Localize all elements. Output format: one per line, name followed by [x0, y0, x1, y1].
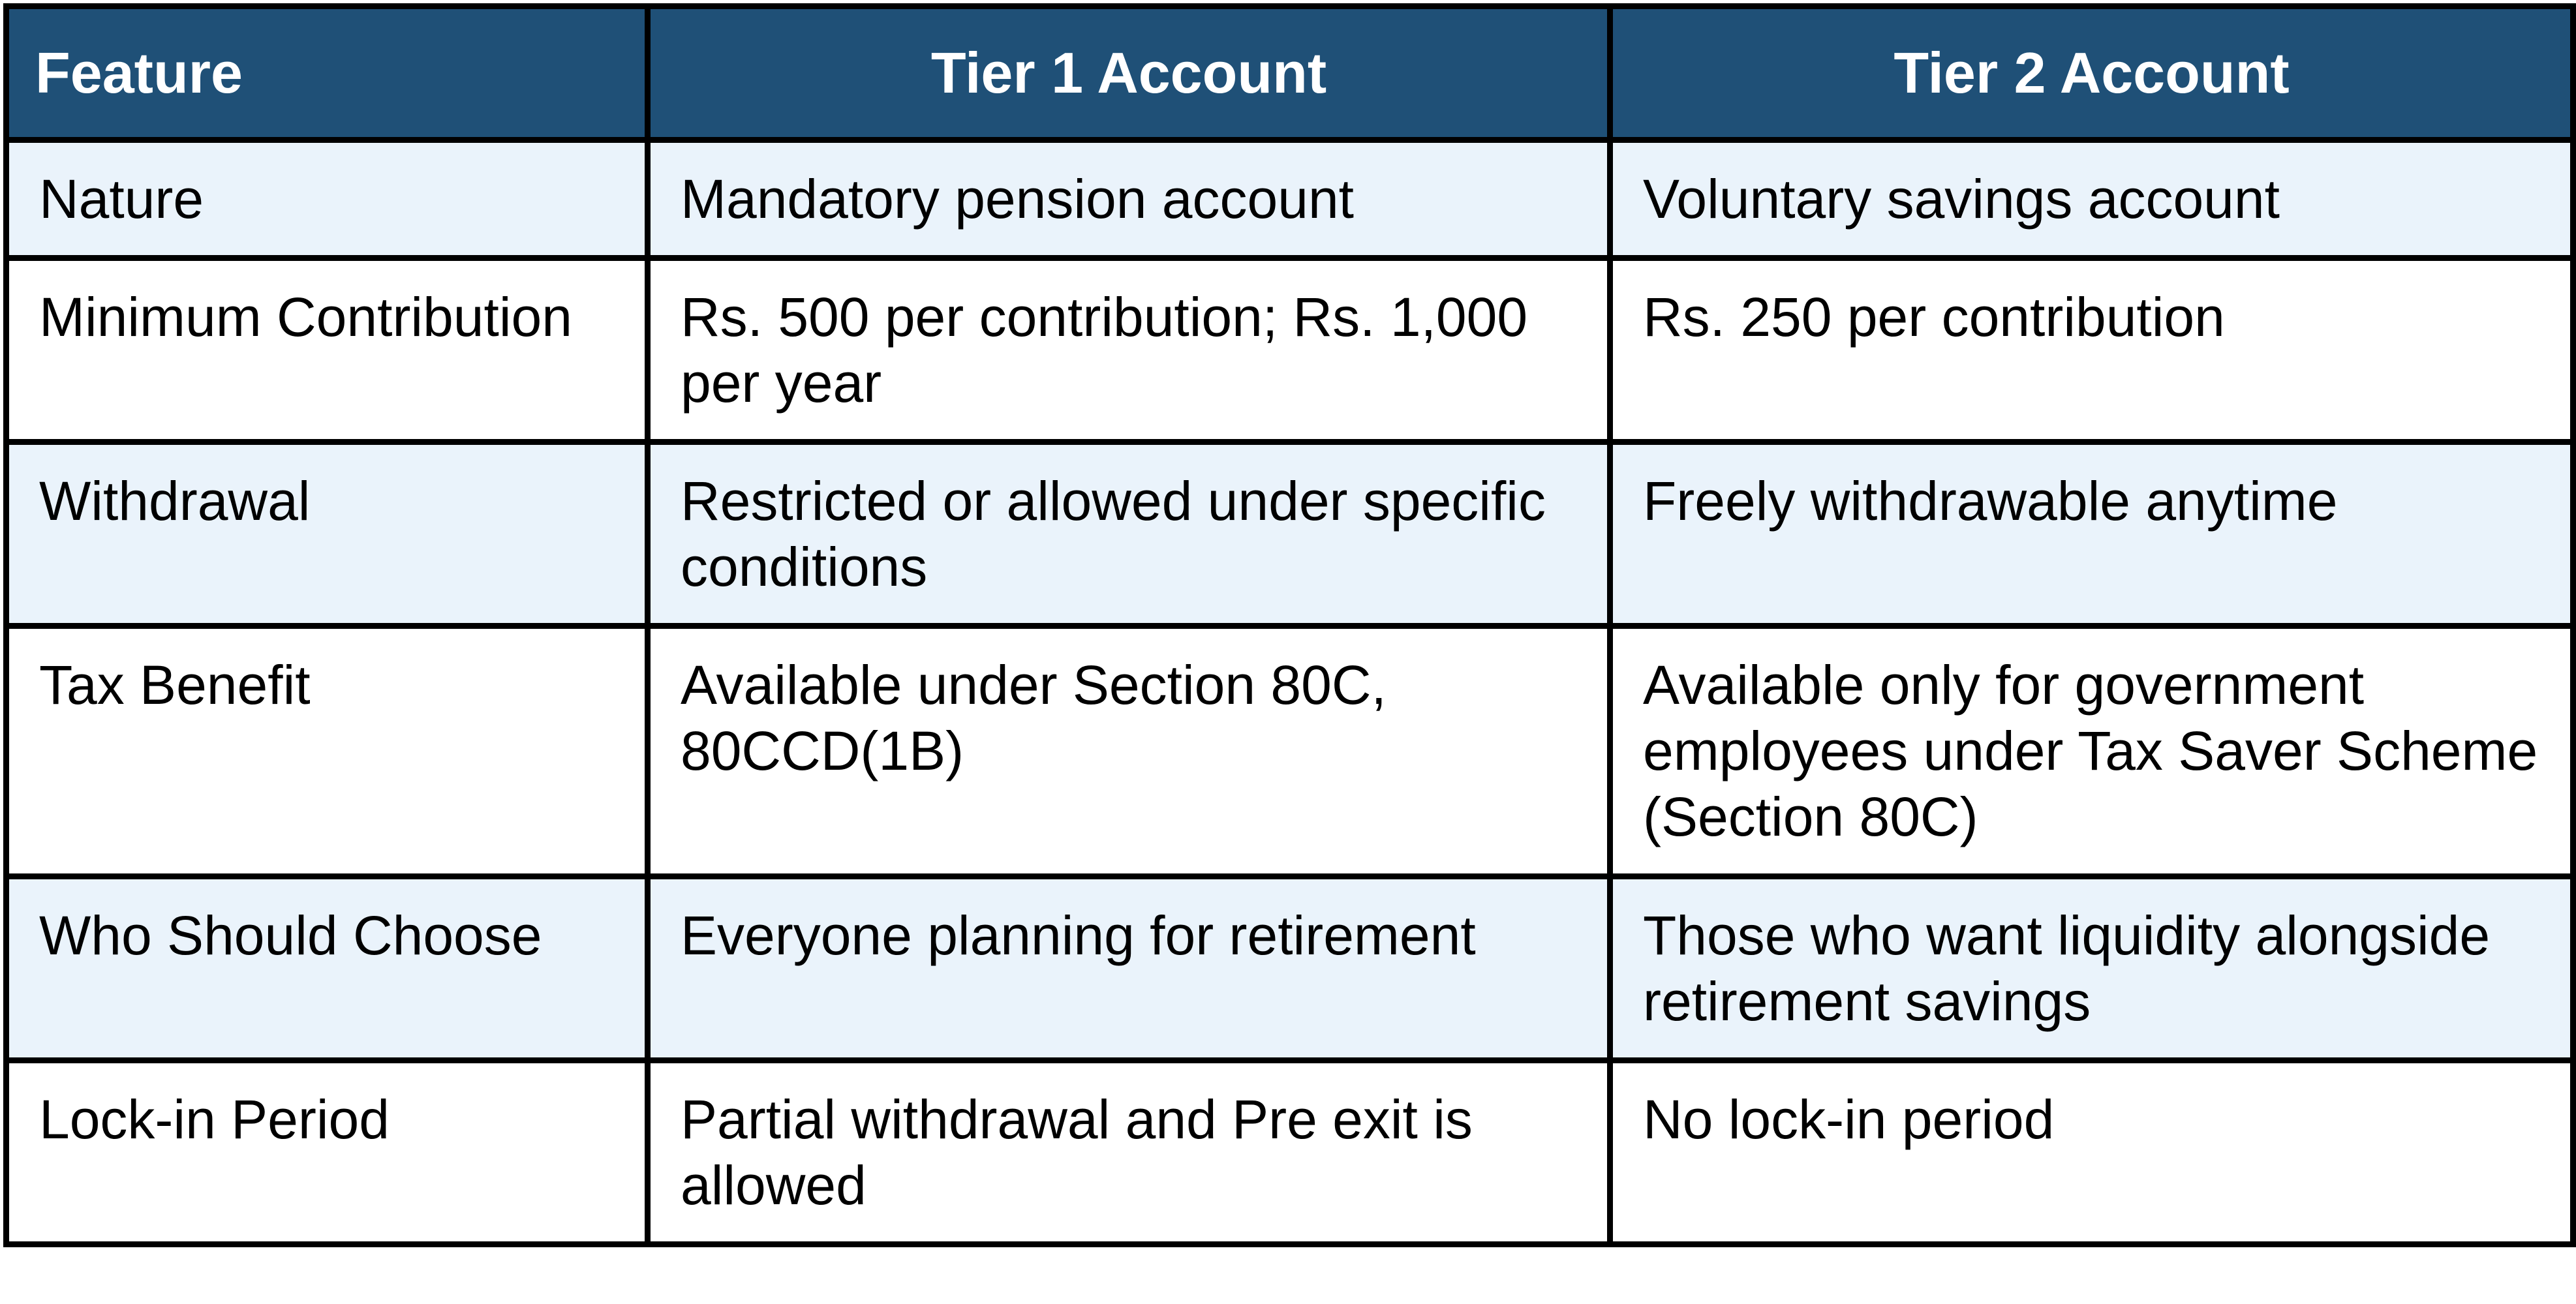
tier1-cell: Mandatory pension account [648, 140, 1610, 258]
table-header-row [7, 7, 2573, 140]
table-row [7, 1061, 2573, 1245]
feature-cell: Minimum Contribution [7, 258, 648, 442]
header-tier1-account: Tier 1 Account [648, 7, 1610, 140]
comparison-table-container [3, 3, 2570, 1247]
tier2-cell: No lock-in period [1610, 1061, 2573, 1245]
feature-cell: Tax Benefit [7, 626, 648, 877]
tier2-cell: Freely withdrawable anytime [1610, 442, 2573, 626]
table-row [7, 140, 2573, 258]
tier2-cell: Those who want liquidity alongside retirement savings [1610, 877, 2573, 1061]
header-tier2-account: Tier 2 Account [1610, 7, 2573, 140]
table-row [7, 626, 2573, 877]
table-row [7, 442, 2573, 626]
feature-cell: Lock-in Period [7, 1061, 648, 1245]
tier2-cell: Rs. 250 per contribution [1610, 258, 2573, 442]
feature-cell: Who Should Choose [7, 877, 648, 1061]
header-feature: Feature [7, 7, 648, 140]
comparison-table [3, 3, 2576, 1247]
feature-cell: Nature [7, 140, 648, 258]
table-row [7, 877, 2573, 1061]
tier1-cell: Available under Section 80C, 80CCD(1B) [648, 626, 1610, 877]
feature-cell: Withdrawal [7, 442, 648, 626]
tier1-cell: Partial withdrawal and Pre exit is allowed [648, 1061, 1610, 1245]
tier1-cell: Everyone planning for retirement [648, 877, 1610, 1061]
tier2-cell: Available only for government employees under Tax Saver Scheme (Section 80C) [1610, 626, 2573, 877]
tier1-cell: Restricted or allowed under specific conditions [648, 442, 1610, 626]
table-row [7, 258, 2573, 442]
tier1-cell: Rs. 500 per contribution; Rs. 1,000 per year [648, 258, 1610, 442]
tier2-cell: Voluntary savings account [1610, 140, 2573, 258]
